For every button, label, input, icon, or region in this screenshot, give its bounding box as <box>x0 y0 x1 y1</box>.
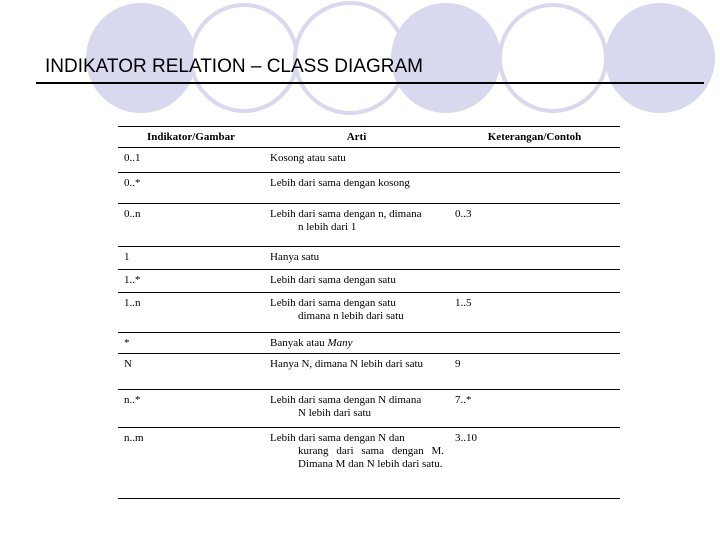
cell-arti <box>264 390 449 428</box>
cell-keterangan <box>449 270 620 293</box>
arti-text: Lebih dari sama dengan N dimana <box>270 394 422 406</box>
decor-circle <box>605 3 715 113</box>
cell-indikator: 1..* <box>118 270 264 293</box>
cell-indikator: * <box>118 333 264 354</box>
table-row <box>118 148 620 173</box>
cell-keterangan: 0..3 <box>449 204 620 247</box>
cell-arti <box>264 428 449 499</box>
cell-indikator: 0..* <box>118 173 264 204</box>
arti-text-cont: n lebih dari 1 <box>298 221 357 233</box>
cell-arti: Kosong atau satu <box>264 148 449 173</box>
cell-arti <box>264 293 449 333</box>
cell-indikator: n..m <box>118 428 264 499</box>
cell-arti: Hanya N, dimana N lebih dari satu <box>264 354 449 390</box>
cell-arti: Lebih dari sama dengan kosong <box>264 173 449 204</box>
cell-indikator: 0..n <box>118 204 264 247</box>
table-row <box>118 428 620 499</box>
arti-text-cont: N lebih dari satu <box>298 407 372 419</box>
table-row <box>118 293 620 333</box>
cell-keterangan <box>449 333 620 354</box>
cell-indikator: 0..1 <box>118 148 264 173</box>
cell-keterangan <box>449 148 620 173</box>
cell-indikator: n..* <box>118 390 264 428</box>
table-row <box>118 333 620 354</box>
relation-table <box>118 126 620 499</box>
cell-indikator: N <box>118 354 264 390</box>
arti-text: Banyak atau <box>270 337 328 349</box>
header-arti: Arti <box>264 127 449 148</box>
table-row <box>118 247 620 270</box>
cell-indikator: 1 <box>118 247 264 270</box>
arti-text-italic: Many <box>327 337 353 349</box>
arti-text-cont: kurang dari sama dengan M. Dimana M dan N lebih dari satu. <box>298 445 444 470</box>
arti-text: Lebih dari sama dengan satu <box>270 297 396 309</box>
table-row <box>118 354 620 390</box>
arti-text-cont: dimana n lebih dari satu <box>298 310 404 322</box>
slide-title: INDIKATOR RELATION – CLASS DIAGRAM <box>45 56 423 77</box>
arti-text: Lebih dari sama dengan n, dimana <box>270 208 422 220</box>
cell-arti <box>264 333 449 354</box>
cell-keterangan: 9 <box>449 354 620 390</box>
cell-keterangan: 7..* <box>449 390 620 428</box>
cell-arti: Hanya satu <box>264 247 449 270</box>
cell-indikator: 1..n <box>118 293 264 333</box>
table-row <box>118 390 620 428</box>
table-row <box>118 270 620 293</box>
header-keterangan: Keterangan/Contoh <box>449 127 620 148</box>
cell-keterangan <box>449 173 620 204</box>
cell-arti: Lebih dari sama dengan satu <box>264 270 449 293</box>
table-header-row <box>118 127 620 148</box>
cell-arti <box>264 204 449 247</box>
table-row <box>118 204 620 247</box>
table-row <box>118 173 620 204</box>
cell-keterangan: 3..10 <box>449 428 620 499</box>
header-indikator: Indikator/Gambar <box>118 127 264 148</box>
arti-text: Lebih dari sama dengan N dan <box>270 432 405 444</box>
decor-circle <box>500 5 606 111</box>
cell-keterangan <box>449 247 620 270</box>
cell-keterangan: 1..5 <box>449 293 620 333</box>
title-rule <box>36 82 704 84</box>
